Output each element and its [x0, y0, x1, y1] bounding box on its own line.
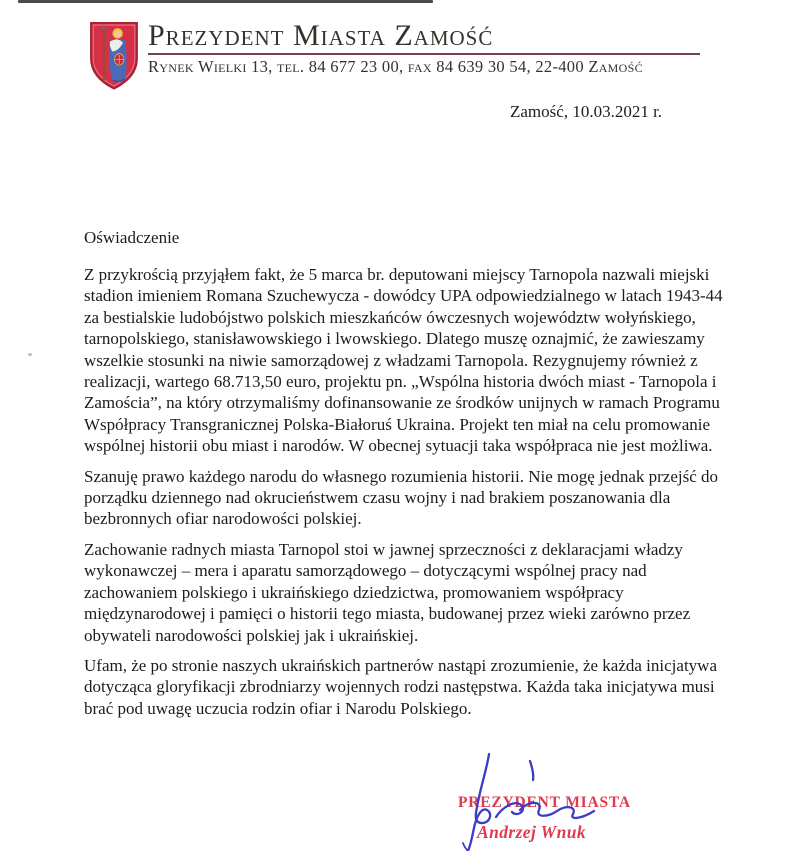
scan-artifact-dot — [28, 353, 32, 356]
scan-artifact-line — [18, 0, 433, 3]
handwritten-signature-icon — [430, 748, 660, 851]
stamp-signer-name: Andrzej Wnuk — [477, 822, 587, 842]
zamosc-coat-of-arms-icon — [88, 20, 140, 92]
letterhead-rule — [148, 53, 700, 55]
letter-body — [84, 228, 740, 728]
signature-block — [430, 748, 660, 851]
paragraph-3: Zachowanie radnych miasta Tarnopol stoi w jawnej sprzeczności z deklaracjami władzy wykonawczej – mera i aparatu samorządowego – dotyczącymi wspólnej pracy nad zachowaniem polskiego i ukraińskiego dziedzictwa, promowaniem współpracy międzynarodowej i pamięci o historii tego miasta, budowanej przez wieki zarówno przez obywateli narodowości polskiej jak i ukraińskiej. — [84, 539, 691, 645]
paragraph-1: Z przykrością przyjąłem fakt, że 5 marca br. deputowani miejscy Tarnopola nazwali miejski stadion imieniem Romana Szuchewycza - dowódcy UPA odpowiedzialnego w latach 1943-44 za bestialskie ludobójstwo polskich mieszkańców ówczesnych województw wołyńskiego, tarnopolskiego, stanisławowskiego i lwowskiego. Dlatego muszę oznajmić, że zawieszamy wszelkie stosunki na niwie samorządowej z władzami Tarnopola. Rezygnujemy również z realizacji, wartego 68.713,50 euro, projektu pn. „Wspólna historia dwóch miast - Tarnopola i Zamościa”, na który otrzymaliśmy dofinansowanie ze środków unijnych w ramach Programu Współpracy Transgranicznej Polska-Białoruś Ukraina. Projekt ten miał na celu promowanie wspólnej historii obu miast i narodów. W obecnej sytuacji taka współpraca nie jest możliwa. — [84, 265, 723, 456]
letterhead-address: Rynek Wielki 13, tel. 84 677 23 00, fax 84 639 30 54, 22-400 Zamość — [148, 57, 643, 76]
letterhead — [148, 20, 700, 77]
letterhead-title: Prezydent Miasta Zamość — [148, 19, 494, 52]
paragraph-4: Ufam, że po stronie naszych ukraińskich partnerów nastąpi zrozumienie, że każda inicjatywa dotycząca gloryfikacji zbrodniarzy wojennych rodzi następstwa. Każda taka inicjatywa musi brać pod uwagę uczucia rodzin ofiar i Narodu Polskiego. — [84, 655, 717, 718]
stamp-office-title: PREZYDENT MIASTA — [458, 794, 631, 811]
date-line: Zamość, 10.03.2021 r. — [510, 102, 663, 121]
letter-heading: Oświadczenie — [84, 228, 180, 247]
paragraph-2: Szanuję prawo każdego narodu do własnego rozumienia historii. Nie mogę jednak przejść do porządku dziennego nad okrucieństwem czasu wojny i nad brakiem poszanowania dla bezbronnych ofiar narodowości polskiej. — [84, 466, 718, 529]
